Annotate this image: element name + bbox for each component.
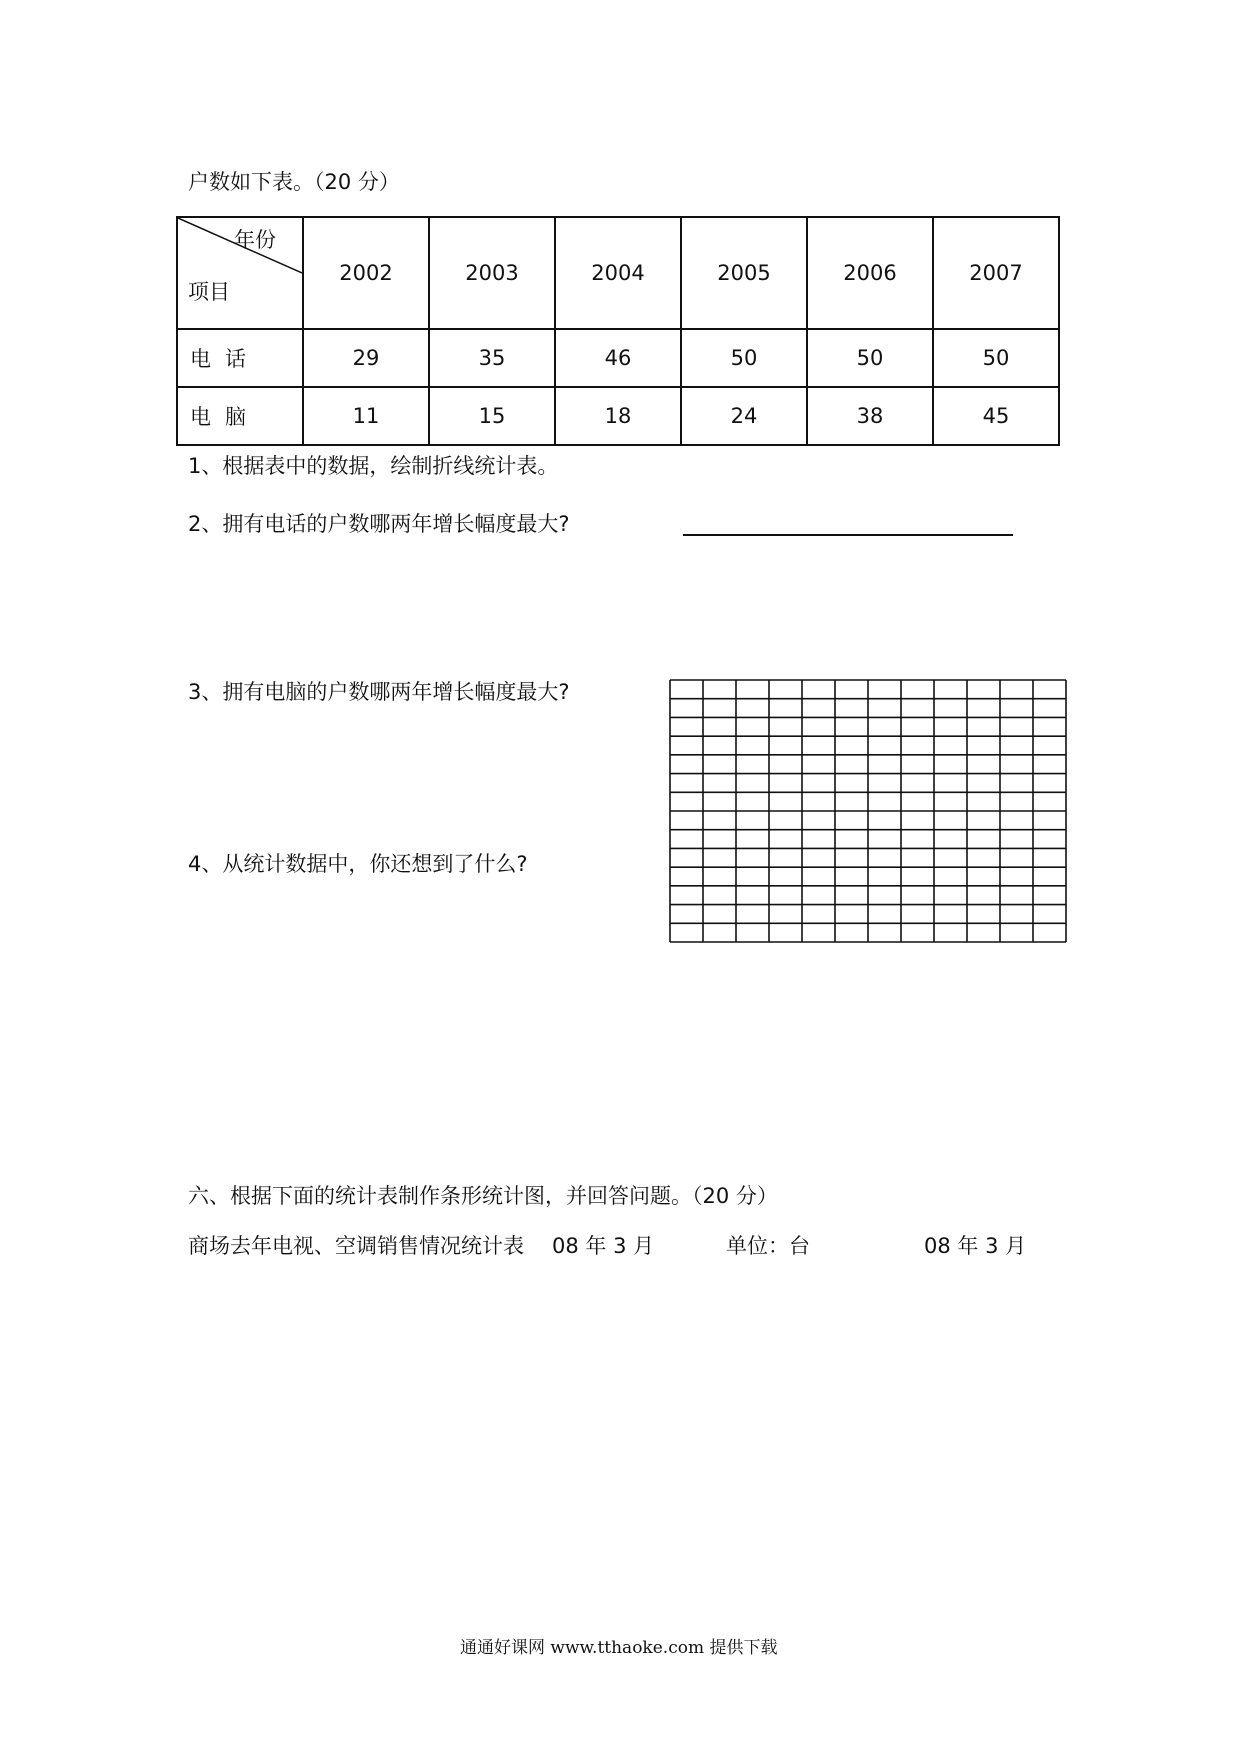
year-header: 2007 bbox=[933, 217, 1059, 329]
year-header: 2004 bbox=[555, 217, 681, 329]
year-header: 2005 bbox=[681, 217, 807, 329]
question-3: 3、拥有电脑的户数哪两年增长幅度最大? bbox=[188, 680, 570, 704]
table-row bbox=[177, 387, 1059, 445]
question-1: 1、根据表中的数据，绘制折线统计表。 bbox=[188, 454, 559, 478]
table-cell: 50 bbox=[807, 329, 933, 387]
year-header: 2006 bbox=[807, 217, 933, 329]
graph-grid bbox=[668, 678, 1068, 944]
section-6-title: 六、根据下面的统计表制作条形统计图，并回答问题。（20 分） bbox=[188, 1184, 778, 1208]
row-label-phone: 电话 bbox=[177, 329, 303, 387]
table-cell: 15 bbox=[429, 387, 555, 445]
table-cell: 35 bbox=[429, 329, 555, 387]
corner-label-year: 年份 bbox=[234, 228, 276, 252]
footer-text: 通通好课网 www.tthaoke.com 提供下载 bbox=[460, 1638, 778, 1658]
unit-label: 单位：台 bbox=[726, 1234, 810, 1258]
corner-label-item: 项目 bbox=[188, 280, 230, 304]
year-header: 2003 bbox=[429, 217, 555, 329]
question-4: 4、从统计数据中，你还想到了什么? bbox=[188, 852, 528, 876]
table-corner-cell bbox=[177, 217, 303, 329]
table-header-row bbox=[177, 217, 1059, 329]
answer-blank-line bbox=[683, 534, 1013, 536]
table-cell: 50 bbox=[933, 329, 1059, 387]
table-row bbox=[177, 329, 1059, 387]
row-label-computer: 电脑 bbox=[177, 387, 303, 445]
table-cell: 38 bbox=[807, 387, 933, 445]
table-cell: 29 bbox=[303, 329, 429, 387]
table-cell: 18 bbox=[555, 387, 681, 445]
stats-table-date-right: 08 年 3 月 bbox=[924, 1234, 1027, 1258]
table-cell: 46 bbox=[555, 329, 681, 387]
table-cell: 11 bbox=[303, 387, 429, 445]
table-cell: 50 bbox=[681, 329, 807, 387]
intro-text: 户数如下表。（20 分） bbox=[188, 170, 400, 194]
question-2: 2、拥有电话的户数哪两年增长幅度最大? bbox=[188, 512, 570, 536]
table-cell: 24 bbox=[681, 387, 807, 445]
data-table bbox=[176, 216, 1060, 446]
stats-table-date: 08 年 3 月 bbox=[552, 1234, 655, 1258]
table-cell: 45 bbox=[933, 387, 1059, 445]
stats-table-caption: 商场去年电视、空调销售情况统计表 bbox=[188, 1234, 524, 1258]
year-header: 2002 bbox=[303, 217, 429, 329]
